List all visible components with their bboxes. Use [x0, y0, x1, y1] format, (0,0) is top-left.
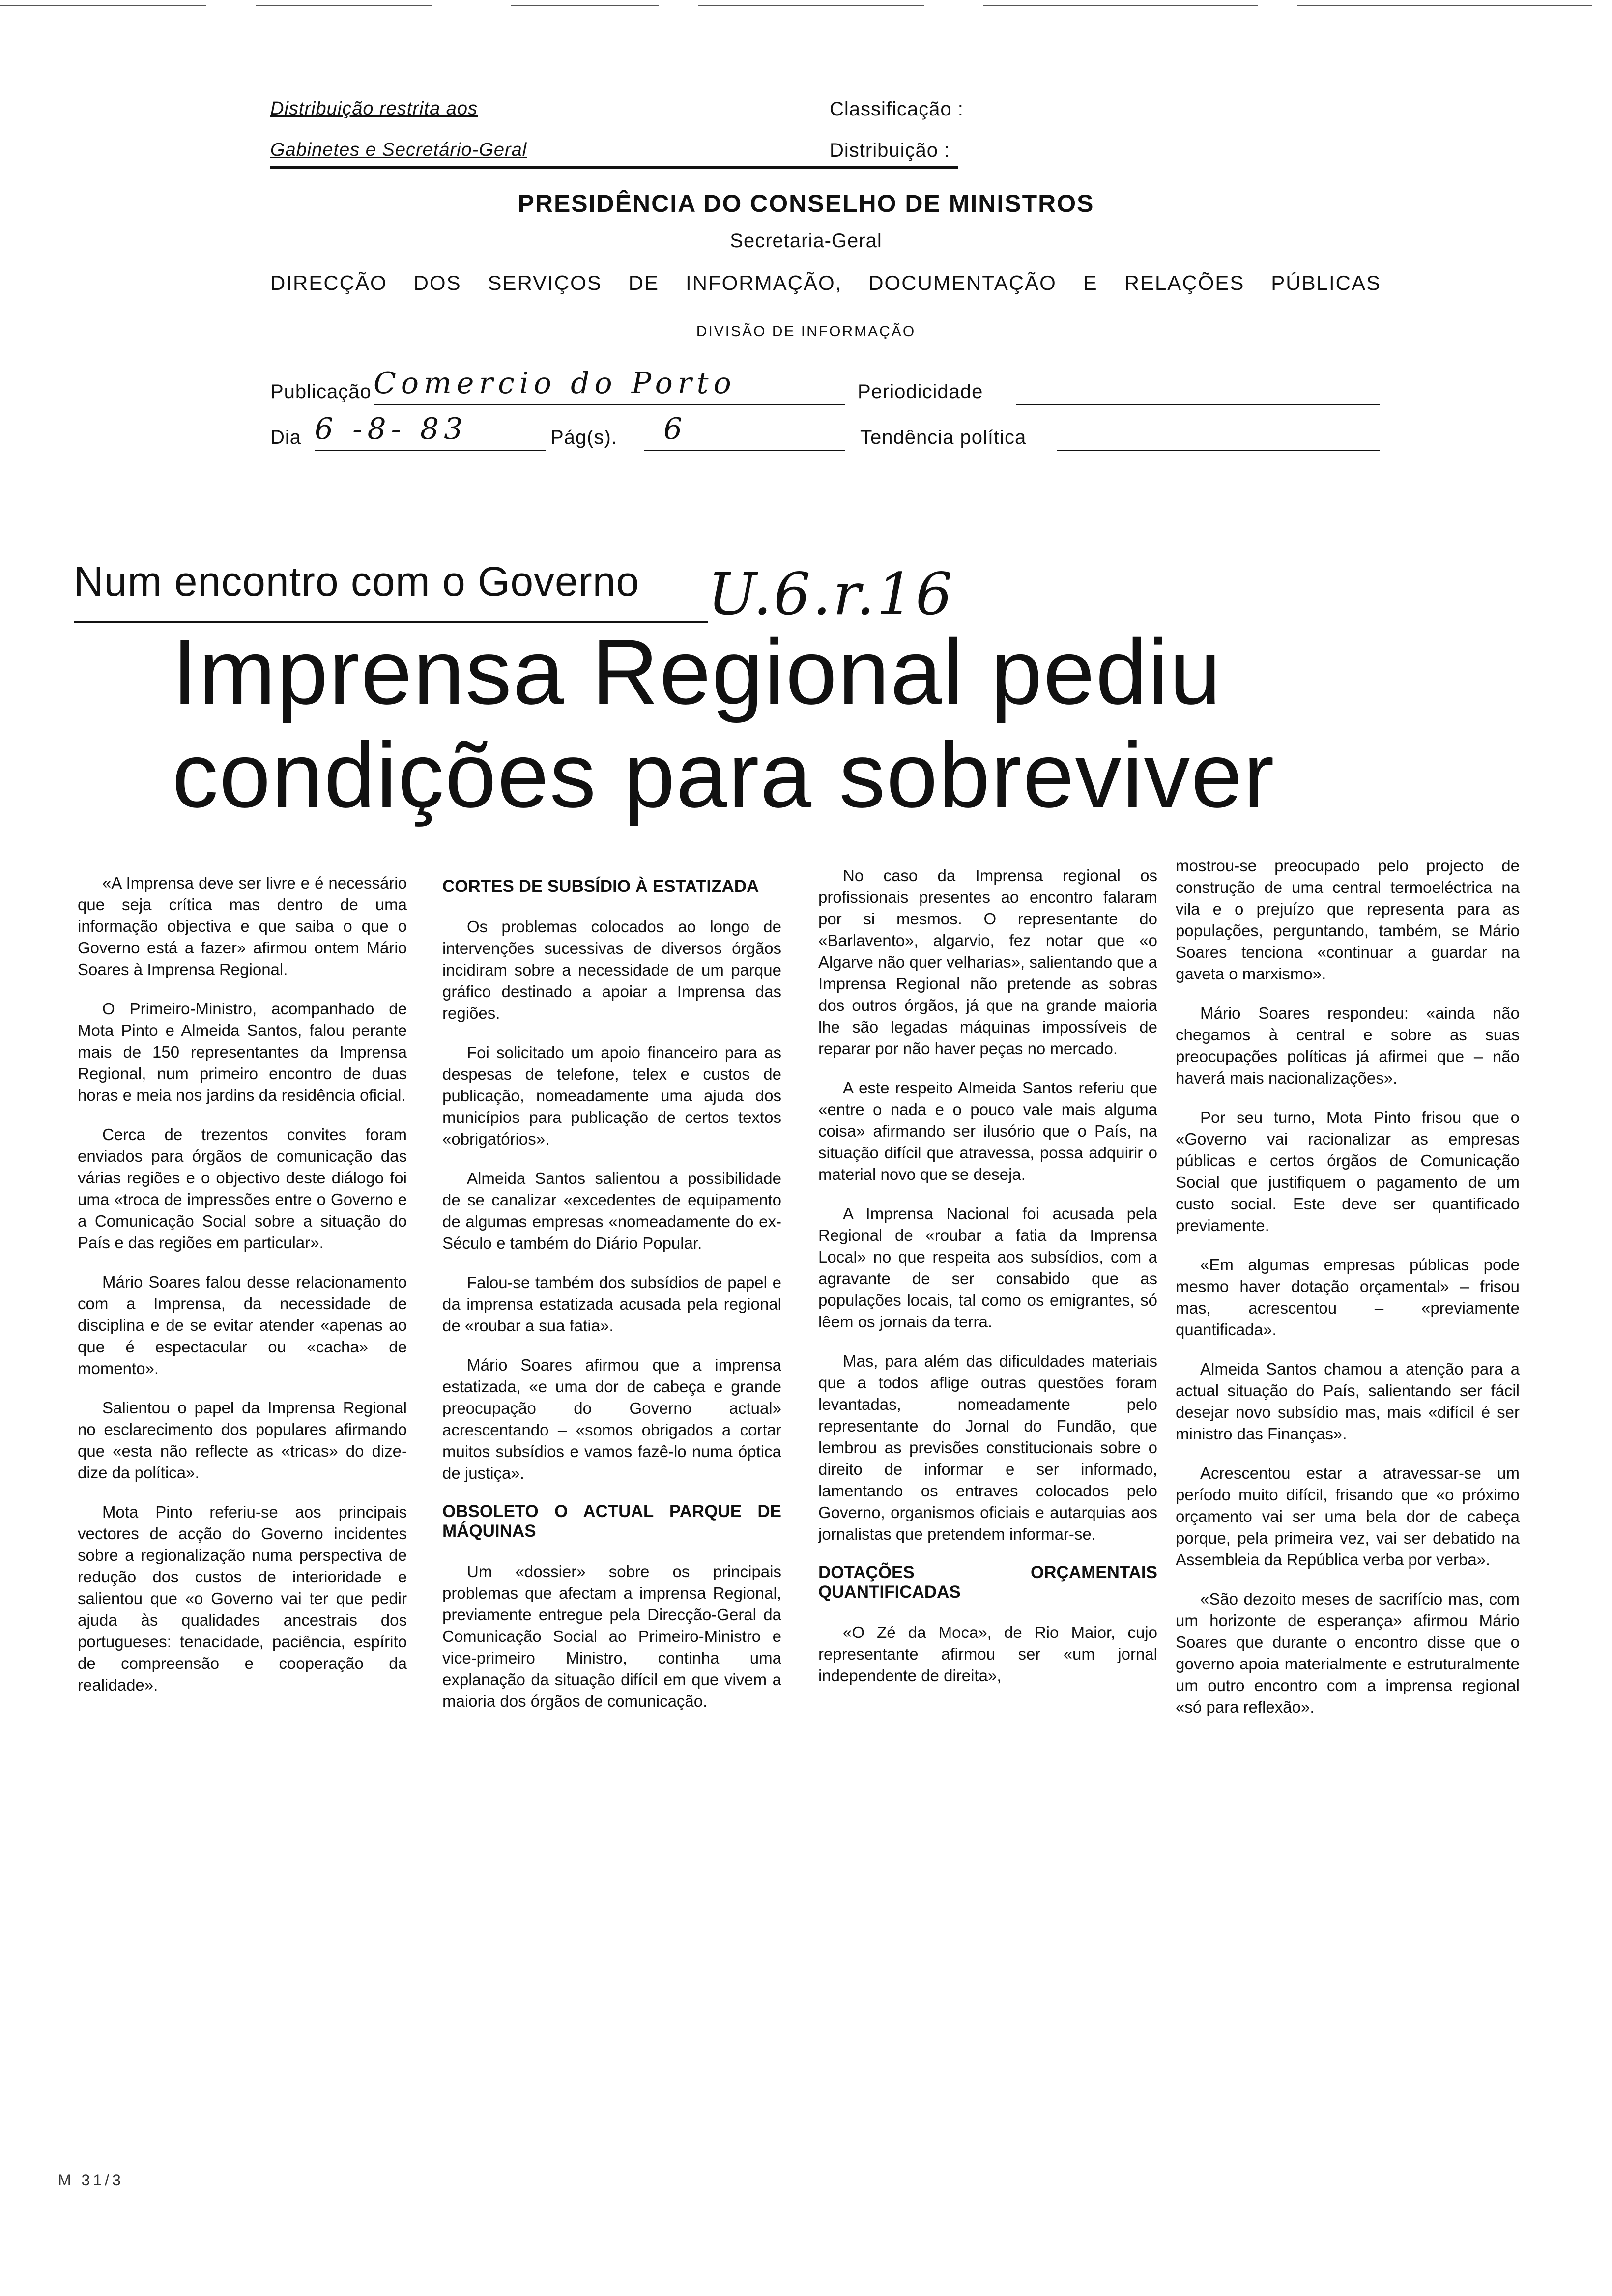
paragraph: No caso da Imprensa regional os profissionais presentes ao encontro falaram por si mesmos. O representante do «Barlavento», algarvio, fez notar que «o Algarve não quer velharias», salientando que a Imprensa Regional não pretende as sobras dos outros órgãos, já que na grande maioria lhe são legadas máquinas impossíveis de reparar por não haver peças no mercado. — [818, 866, 1157, 1058]
paragraph: Almeida Santos chamou a atenção para a actual situação do País, salientando ser fácil desejar novo subsídio mas, mais «difícil é ser ministro das Finanças». — [1176, 1360, 1520, 1443]
periodicity-label: Periodicidade — [858, 381, 983, 402]
paragraph: A este respeito Almeida Santos referiu que «entre o nada e o pouco vale mais alguma coisa» afirmando ser ilusório que o País, na situação difícil que atravessa, possa adquirir o material novo que se deseja. — [818, 1079, 1157, 1183]
tendency-field-line — [1057, 450, 1380, 451]
section-heading: DOTAÇÕES ORÇAMENTAIS QUANTIFICADAS — [818, 1563, 1157, 1602]
scan-mark — [698, 5, 924, 6]
paragraph: Almeida Santos salientou a possibilidade de se canalizar «excedentes de equipamento de algumas empresas «nomeadamente do ex-Século e também do Diário Popular. — [442, 1169, 781, 1252]
headline-line2: condições para sobreviver — [172, 723, 1275, 827]
paragraph: A Imprensa Nacional foi acusada pela Regional de «roubar a fatia da Imprensa Local» no que respeita aos subsídios, com a agravante de ser consabido que as populações locais, tal como os emigrantes, só lêem os jornais da terra. — [818, 1205, 1157, 1331]
paragraph: «O Zé da Moca», de Rio Maior, cujo representante afirmou ser «um jornal independente de direita», — [818, 1623, 1157, 1685]
direction-line: DIRECÇÃO DOS SERVIÇOS DE INFORMAÇÃO, DOCUMENTAÇÃO E RELAÇÕES PÚBLICAS — [270, 271, 1381, 294]
org-subtitle: Secretaria-Geral — [730, 230, 882, 252]
scan-mark — [983, 5, 1258, 6]
section-heading: OBSOLETO O ACTUAL PARQUE DE MÁQUINAS — [442, 1502, 781, 1541]
day-label: Dia — [270, 427, 302, 448]
paragraph: Mas, para além das dificuldades materiais que a todos aflige outras questões foram levantadas, nomeadamente pelo representante do Jornal do Fundão, que lembrou as previsões constitucionais sobre o direito de informar e ser informado, lamentando os entraves colocados pelo Governo, organismos oficiais e autarquias aos jornalistas que pretendem informar-se. — [818, 1352, 1157, 1543]
article-column-2 — [442, 870, 781, 1730]
paragraph: «A Imprensa deve ser livre e é necessário que seja crítica mas dentro de uma informação objectiva e que saiba o que o Governo está a fazer» afirmou ontem Mário Soares à Imprensa Regional. — [78, 874, 407, 978]
paragraph: Cerca de trezentos convites foram enviados para órgãos de comunicação das várias regiões e o objectivo deste diálogo foi uma «troca de impressões entre o Governo e a Comunicação Social sobre a situação do País e das regiões em particular». — [78, 1125, 407, 1252]
paragraph: mostrou-se preocupado pelo projecto de construção de uma central termoeléctrica na vila e o prejuízo que representa para as populações, perguntando, também, se Mário Soares tenciona «continuar a guardar na gaveta o marxismo». — [1176, 857, 1520, 983]
paragraph: «São dezoito meses de sacrifício mas, com um horizonte de esperança» afirmou Mário Soares que durante o encontro disse que o governo apoia materialmente e estruturalmente um outro encontro com a imprensa regional «só para reflexão». — [1176, 1590, 1520, 1716]
headline-line1: Imprensa Regional pediu — [172, 620, 1222, 723]
publication-field-line — [374, 404, 845, 405]
paragraph: Mário Soares respondeu: «ainda não chegamos à central e sobre as suas preocupações políticas já afirmei que – não haverá mais nacionalizações». — [1176, 1004, 1520, 1087]
article-column-3 — [818, 865, 1157, 1704]
classification-label: Classificação : — [830, 98, 964, 120]
scan-mark — [1297, 5, 1592, 6]
paragraph: Mota Pinto referiu-se aos principais vectores de acção do Governo incidentes sobre a regionalização numa perspectiva de redução dos custos de interioridade e salientou que «o Governo vai ter que pedir ajuda às qualidades ancestrais dos portugueses: tenacidade, paciência, espírito de compreensão e cooperação da realidade». — [78, 1503, 407, 1694]
scan-mark — [0, 5, 206, 6]
publication-label: Publicação — [270, 381, 372, 402]
document-code: M 31/3 — [58, 2171, 124, 2189]
article-column-4 — [1176, 855, 1520, 1736]
handwritten-annotation: U.6.r.16 — [708, 560, 954, 628]
paragraph: Salientou o papel da Imprensa Regional no esclarecimento dos populares afirmando que «esta não reflecte as «tricas» do dize-dize da política». — [78, 1399, 407, 1482]
distribution-label: Distribuição : — [830, 140, 950, 161]
paragraph: Mário Soares afirmou que a imprensa estatizada, «e uma dor de cabeça e grande preocupação do Governo actual» acrescentando – «somos obrigados a cortar muitos subsídios e vamos fazê-lo numa óptica de justiça». — [442, 1356, 781, 1482]
distribution-restriction-line2: Gabinetes e Secretário-Geral — [270, 140, 527, 160]
org-title: PRESIDÊNCIA DO CONSELHO DE MINISTROS — [518, 190, 1094, 217]
scan-mark — [511, 5, 659, 6]
article-column-1 — [78, 872, 407, 1714]
paragraph: Um «dossier» sobre os principais problemas que afectam a imprensa Regional, previamente entregue pela Direcção-Geral da Comunicação Social ao Primeiro-Ministro e vice-primeiro Ministro, continha uma explanação da situação difícil em que vivem a maioria dos órgãos de comunicação. — [442, 1562, 781, 1710]
paragraph: «Em algumas empresas públicas pode mesmo haver dotação orçamental» – frisou mas, acrescentou – «previamente quantificada». — [1176, 1256, 1520, 1339]
header-divider — [270, 166, 958, 169]
day-field-line — [315, 450, 546, 451]
paragraph: O Primeiro-Ministro, acompanhado de Mota Pinto e Almeida Santos, falou perante mais de 150 representantes da Imprensa Regional, num primeiro encontro de duas horas e meia nos jardins da residência oficial. — [78, 1000, 407, 1104]
publication-value: Comercio do Porto — [374, 366, 736, 401]
paragraph: Foi solicitado um apoio financeiro para as despesas de telefone, telex e custos de publicação, nomeadamente uma ajuda dos municípios para publicação de certos textos «obrigatórios». — [442, 1043, 781, 1148]
periodicity-field-line — [1016, 404, 1380, 405]
scan-mark — [256, 5, 432, 6]
pages-value: 6 — [663, 412, 688, 446]
paragraph: Falou-se também dos subsídios de papel e da imprensa estatizada acusada pela regional de «roubar a sua fatia». — [442, 1273, 781, 1335]
paragraph: Mário Soares falou desse relacionamento com a Imprensa, da necessidade de disciplina e de se evitar atender «apenas ao que é espectacular ou «cacha» de momento». — [78, 1273, 407, 1378]
division-line: DIVISÃO DE INFORMAÇÃO — [696, 323, 916, 340]
paragraph: Os problemas colocados ao longo de intervenções sucessivas de diversos órgãos incidiram sobre a necessidade de um parque gráfico destinado a apoiar a Imprensa das regiões. — [442, 918, 781, 1022]
paragraph: Acrescentou estar a atravessar-se um período muito difícil, frisando que «o próximo orçamento vai ser uma bela dor de cabeça porque, pela primeira vez, vai ser debatido na Assembleia da República verba por verba». — [1176, 1464, 1520, 1569]
pages-label: Pág(s). — [550, 427, 617, 448]
paragraph: Por seu turno, Mota Pinto frisou que o «Governo vai racionalizar as empresas públicas e certos órgãos de Comunicação Social que justifiquem o pagamento de um custo social. Este deve ser quantificado previamente. — [1176, 1108, 1520, 1234]
tendency-label: Tendência política — [860, 427, 1027, 448]
section-heading: CORTES DE SUBSÍDIO À ESTATIZADA — [442, 877, 759, 896]
distribution-restriction-line1: Distribuição restrita aos — [270, 98, 478, 119]
pages-field-line — [644, 450, 845, 451]
day-value: 6 -8- 83 — [315, 412, 468, 446]
article-kicker: Num encontro com o Governo — [74, 558, 640, 604]
